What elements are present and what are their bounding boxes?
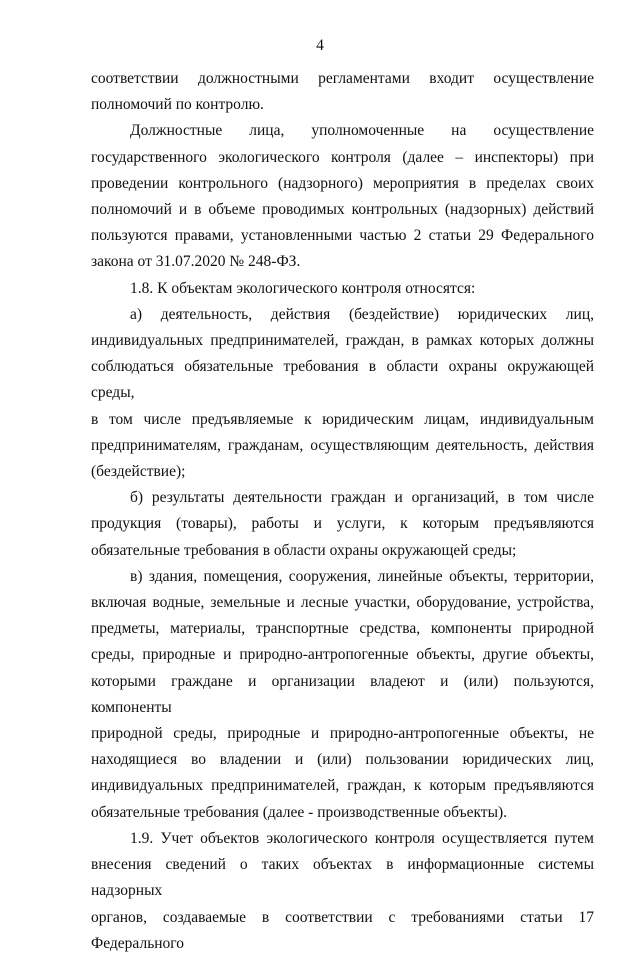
text-line: полномочий и в объеме проводимых контрольных (надзорных) действий	[91, 201, 594, 219]
text-line: продукция (товары), работы и услуги, к которым предъявляются	[91, 515, 594, 533]
text-line: внесения сведений о таких объектах в информационные системы надзорных	[91, 856, 594, 900]
text-line: б) результаты деятельности граждан и организаций, в том числе	[130, 489, 594, 507]
text-line: включая водные, земельные и лесные участки, оборудование, устройства,	[91, 594, 594, 612]
text-line: в том числе предъявляемые к юридическим лицам, индивидуальным	[91, 410, 594, 428]
text-line: находящиеся во владении и (или) пользовании юридических лиц,	[91, 751, 594, 769]
text-line: природной среды, природные и природно-антропогенные объекты, не	[91, 725, 594, 743]
text-line: предметы, материалы, транспортные средства, компоненты природной	[91, 620, 594, 638]
text-line: органов, создаваемые в соответствии с требованиями статьи 17 Федерального	[91, 908, 594, 952]
text-line: 1.8. К объектам экологического контроля относятся:	[130, 279, 476, 297]
text-line: полномочий по контролю.	[91, 96, 264, 114]
page-number: 4	[316, 37, 324, 54]
text-line: Должностные лица, уполномоченные на осуществление	[130, 122, 594, 140]
text-line: в) здания, помещения, сооружения, линейные объекты, территории,	[130, 567, 594, 585]
text-line: которыми граждане и организации владеют и (или) пользуются, компоненты	[91, 672, 594, 716]
text-line: индивидуальных предпринимателей, граждан, в рамках которых должны	[91, 332, 594, 350]
text-line: закона от 31.07.2020 № 248-ФЗ.	[91, 253, 301, 271]
text-line: соблюдаться обязательные требования в области охраны окружающей среды,	[91, 358, 594, 402]
text-line: а) деятельность, действия (бездействие) юридических лиц,	[130, 305, 594, 323]
document-body	[91, 66, 594, 957]
text-line: среды, природные и природно-антропогенные объекты, другие объекты,	[91, 646, 594, 664]
text-line: проведении контрольного (надзорного) мероприятия в пределах своих	[91, 174, 594, 192]
text-line: пользуются правами, установленными частью 2 статьи 29 Федерального	[91, 227, 594, 245]
text-line: государственного экологического контроля (далее – инспекторы) при	[91, 148, 594, 166]
text-line: индивидуальных предпринимателей, граждан, к которым предъявляются	[91, 777, 594, 795]
text-line: (бездействие);	[91, 463, 186, 481]
text-line: 1.9. Учет объектов экологического контроля осуществляется путем	[130, 829, 594, 847]
text-line: обязательные требования (далее - производственные объекты).	[91, 803, 508, 821]
text-line: соответствии должностными регламентами входит осуществление	[91, 70, 594, 87]
text-line: предпринимателям, гражданам, осуществляющим деятельность, действия	[91, 436, 594, 454]
text-line: обязательные требования в области охраны окружающей среды;	[91, 541, 517, 559]
